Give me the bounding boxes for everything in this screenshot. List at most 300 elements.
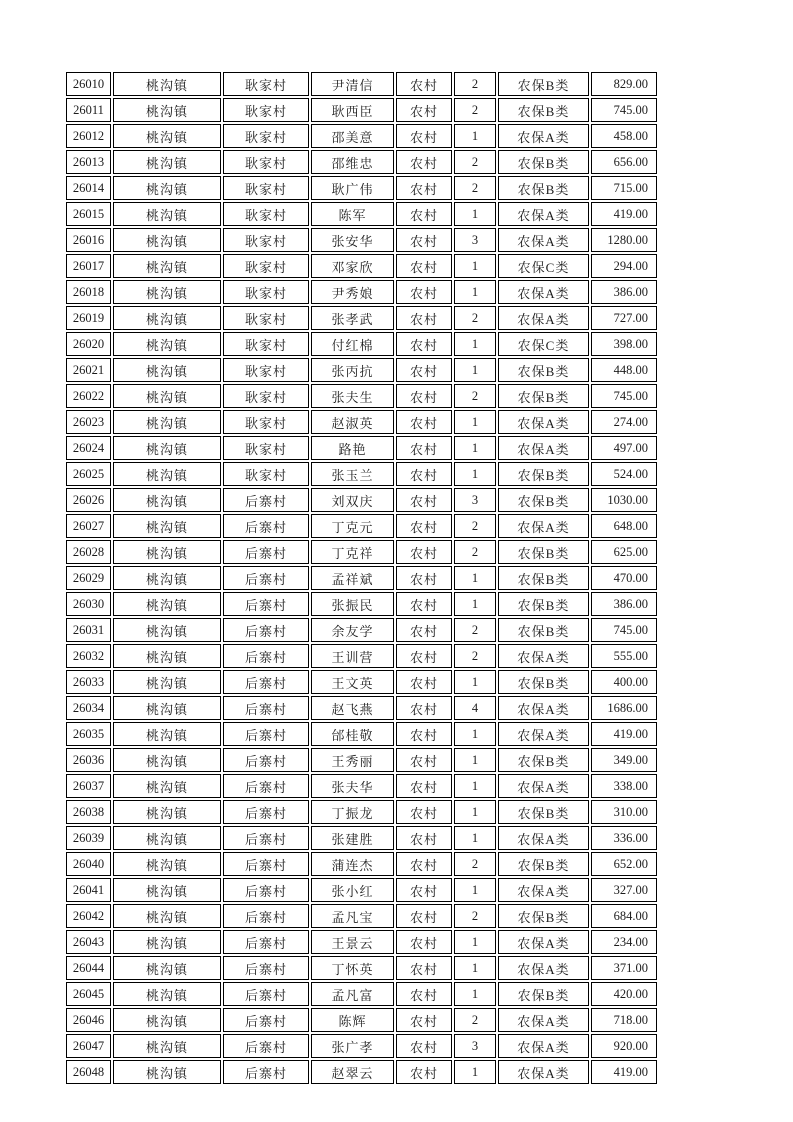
cell-village: 后寨村 [223, 800, 309, 824]
cell-amount: 1030.00 [591, 488, 657, 512]
cell-name: 邓家欣 [311, 254, 394, 278]
cell-residence_type: 农村 [396, 566, 452, 590]
cell-id: 26015 [66, 202, 111, 226]
cell-town: 桃沟镇 [113, 280, 221, 304]
cell-name: 张振民 [311, 592, 394, 616]
cell-name: 陈辉 [311, 1008, 394, 1032]
cell-name: 孟凡富 [311, 982, 394, 1006]
cell-town: 桃沟镇 [113, 332, 221, 356]
table-row [66, 488, 657, 512]
cell-amount: 310.00 [591, 800, 657, 824]
cell-residence_type: 农村 [396, 878, 452, 902]
cell-id: 26034 [66, 696, 111, 720]
cell-insurance_category: 农保A类 [498, 696, 589, 720]
cell-person_count: 2 [454, 644, 496, 668]
cell-person_count: 1 [454, 124, 496, 148]
table-row [66, 618, 657, 642]
cell-village: 后寨村 [223, 826, 309, 850]
cell-person_count: 2 [454, 72, 496, 96]
cell-town: 桃沟镇 [113, 98, 221, 122]
cell-person_count: 2 [454, 540, 496, 564]
cell-insurance_category: 农保B类 [498, 98, 589, 122]
cell-person_count: 1 [454, 774, 496, 798]
cell-village: 耿家村 [223, 150, 309, 174]
cell-town: 桃沟镇 [113, 410, 221, 434]
cell-amount: 294.00 [591, 254, 657, 278]
cell-town: 桃沟镇 [113, 930, 221, 954]
cell-town: 桃沟镇 [113, 228, 221, 252]
cell-name: 邵美意 [311, 124, 394, 148]
cell-insurance_category: 农保B类 [498, 150, 589, 174]
table-row [66, 1034, 657, 1058]
cell-residence_type: 农村 [396, 410, 452, 434]
cell-town: 桃沟镇 [113, 956, 221, 980]
cell-amount: 524.00 [591, 462, 657, 486]
cell-insurance_category: 农保A类 [498, 514, 589, 538]
cell-town: 桃沟镇 [113, 800, 221, 824]
cell-amount: 458.00 [591, 124, 657, 148]
cell-id: 26032 [66, 644, 111, 668]
table-row [66, 644, 657, 668]
table-row [66, 384, 657, 408]
cell-residence_type: 农村 [396, 1034, 452, 1058]
cell-residence_type: 农村 [396, 332, 452, 356]
cell-insurance_category: 农保A类 [498, 956, 589, 980]
cell-town: 桃沟镇 [113, 514, 221, 538]
cell-person_count: 1 [454, 566, 496, 590]
cell-village: 后寨村 [223, 852, 309, 876]
cell-name: 尹清信 [311, 72, 394, 96]
table-row [66, 176, 657, 200]
cell-person_count: 1 [454, 332, 496, 356]
cell-amount: 625.00 [591, 540, 657, 564]
table-row [66, 124, 657, 148]
cell-id: 26011 [66, 98, 111, 122]
cell-village: 后寨村 [223, 514, 309, 538]
table-row [66, 150, 657, 174]
cell-insurance_category: 农保B类 [498, 618, 589, 642]
cell-person_count: 1 [454, 592, 496, 616]
cell-town: 桃沟镇 [113, 774, 221, 798]
cell-id: 26019 [66, 306, 111, 330]
cell-insurance_category: 农保A类 [498, 202, 589, 226]
cell-person_count: 1 [454, 670, 496, 694]
cell-village: 耿家村 [223, 358, 309, 382]
cell-name: 王景云 [311, 930, 394, 954]
cell-town: 桃沟镇 [113, 462, 221, 486]
cell-town: 桃沟镇 [113, 748, 221, 772]
cell-id: 26044 [66, 956, 111, 980]
table-body [66, 72, 657, 1084]
table-row [66, 98, 657, 122]
cell-person_count: 1 [454, 254, 496, 278]
cell-village: 后寨村 [223, 696, 309, 720]
cell-amount: 715.00 [591, 176, 657, 200]
cell-person_count: 1 [454, 202, 496, 226]
cell-amount: 400.00 [591, 670, 657, 694]
cell-residence_type: 农村 [396, 696, 452, 720]
cell-town: 桃沟镇 [113, 384, 221, 408]
cell-name: 蒲连杰 [311, 852, 394, 876]
cell-id: 26045 [66, 982, 111, 1006]
cell-amount: 652.00 [591, 852, 657, 876]
cell-person_count: 1 [454, 982, 496, 1006]
cell-village: 后寨村 [223, 644, 309, 668]
table-row [66, 358, 657, 382]
cell-id: 26036 [66, 748, 111, 772]
table-row [66, 202, 657, 226]
cell-id: 26013 [66, 150, 111, 174]
cell-residence_type: 农村 [396, 618, 452, 642]
cell-id: 26014 [66, 176, 111, 200]
cell-town: 桃沟镇 [113, 826, 221, 850]
cell-village: 耿家村 [223, 436, 309, 460]
cell-name: 张小红 [311, 878, 394, 902]
cell-residence_type: 农村 [396, 774, 452, 798]
cell-village: 耿家村 [223, 462, 309, 486]
cell-amount: 419.00 [591, 202, 657, 226]
cell-village: 后寨村 [223, 566, 309, 590]
cell-name: 张夫华 [311, 774, 394, 798]
cell-town: 桃沟镇 [113, 150, 221, 174]
cell-name: 张建胜 [311, 826, 394, 850]
cell-amount: 648.00 [591, 514, 657, 538]
cell-village: 后寨村 [223, 1034, 309, 1058]
cell-insurance_category: 农保B类 [498, 670, 589, 694]
cell-insurance_category: 农保B类 [498, 982, 589, 1006]
cell-village: 后寨村 [223, 618, 309, 642]
cell-name: 张广孝 [311, 1034, 394, 1058]
cell-village: 后寨村 [223, 878, 309, 902]
cell-village: 耿家村 [223, 306, 309, 330]
table-row [66, 228, 657, 252]
cell-name: 张安华 [311, 228, 394, 252]
cell-amount: 684.00 [591, 904, 657, 928]
table-row [66, 696, 657, 720]
cell-village: 后寨村 [223, 592, 309, 616]
cell-id: 26047 [66, 1034, 111, 1058]
cell-residence_type: 农村 [396, 930, 452, 954]
benefit-roster-table [64, 70, 659, 1086]
cell-residence_type: 农村 [396, 852, 452, 876]
table-row [66, 1060, 657, 1084]
cell-person_count: 2 [454, 618, 496, 642]
cell-insurance_category: 农保A类 [498, 722, 589, 746]
table-row [66, 1008, 657, 1032]
cell-town: 桃沟镇 [113, 436, 221, 460]
cell-person_count: 3 [454, 228, 496, 252]
cell-town: 桃沟镇 [113, 306, 221, 330]
table-row [66, 254, 657, 278]
cell-town: 桃沟镇 [113, 722, 221, 746]
cell-amount: 419.00 [591, 1060, 657, 1084]
cell-village: 耿家村 [223, 254, 309, 278]
cell-name: 路艳 [311, 436, 394, 460]
cell-insurance_category: 农保B类 [498, 358, 589, 382]
cell-insurance_category: 农保A类 [498, 410, 589, 434]
cell-id: 26021 [66, 358, 111, 382]
table-row [66, 72, 657, 96]
cell-village: 耿家村 [223, 176, 309, 200]
cell-town: 桃沟镇 [113, 566, 221, 590]
cell-id: 26038 [66, 800, 111, 824]
cell-amount: 420.00 [591, 982, 657, 1006]
cell-residence_type: 农村 [396, 514, 452, 538]
cell-person_count: 2 [454, 904, 496, 928]
table-row [66, 722, 657, 746]
cell-person_count: 1 [454, 1060, 496, 1084]
cell-person_count: 3 [454, 1034, 496, 1058]
cell-amount: 497.00 [591, 436, 657, 460]
cell-name: 丁振龙 [311, 800, 394, 824]
cell-amount: 448.00 [591, 358, 657, 382]
cell-residence_type: 农村 [396, 488, 452, 512]
cell-id: 26031 [66, 618, 111, 642]
cell-insurance_category: 农保A类 [498, 1034, 589, 1058]
cell-person_count: 2 [454, 176, 496, 200]
cell-insurance_category: 农保C类 [498, 254, 589, 278]
cell-village: 耿家村 [223, 124, 309, 148]
table-row [66, 462, 657, 486]
cell-town: 桃沟镇 [113, 878, 221, 902]
table-row [66, 982, 657, 1006]
cell-name: 付红棉 [311, 332, 394, 356]
cell-insurance_category: 农保A类 [498, 1008, 589, 1032]
cell-id: 26022 [66, 384, 111, 408]
cell-village: 耿家村 [223, 332, 309, 356]
cell-town: 桃沟镇 [113, 202, 221, 226]
cell-town: 桃沟镇 [113, 904, 221, 928]
cell-person_count: 4 [454, 696, 496, 720]
cell-insurance_category: 农保B类 [498, 384, 589, 408]
cell-person_count: 2 [454, 852, 496, 876]
cell-residence_type: 农村 [396, 800, 452, 824]
cell-town: 桃沟镇 [113, 852, 221, 876]
cell-person_count: 2 [454, 384, 496, 408]
cell-insurance_category: 农保B类 [498, 566, 589, 590]
cell-person_count: 1 [454, 826, 496, 850]
cell-town: 桃沟镇 [113, 1008, 221, 1032]
cell-village: 耿家村 [223, 410, 309, 434]
cell-residence_type: 农村 [396, 306, 452, 330]
cell-residence_type: 农村 [396, 592, 452, 616]
cell-id: 26039 [66, 826, 111, 850]
cell-id: 26027 [66, 514, 111, 538]
cell-id: 26033 [66, 670, 111, 694]
cell-person_count: 2 [454, 306, 496, 330]
cell-insurance_category: 农保A类 [498, 644, 589, 668]
cell-insurance_category: 农保B类 [498, 72, 589, 96]
cell-person_count: 1 [454, 722, 496, 746]
cell-name: 孟凡宝 [311, 904, 394, 928]
cell-residence_type: 农村 [396, 982, 452, 1006]
cell-town: 桃沟镇 [113, 982, 221, 1006]
cell-id: 26017 [66, 254, 111, 278]
table-row [66, 592, 657, 616]
cell-person_count: 1 [454, 878, 496, 902]
cell-amount: 349.00 [591, 748, 657, 772]
cell-id: 26020 [66, 332, 111, 356]
cell-residence_type: 农村 [396, 670, 452, 694]
table-row [66, 800, 657, 824]
cell-town: 桃沟镇 [113, 618, 221, 642]
cell-town: 桃沟镇 [113, 540, 221, 564]
cell-name: 赵翠云 [311, 1060, 394, 1084]
cell-village: 耿家村 [223, 72, 309, 96]
cell-amount: 419.00 [591, 722, 657, 746]
cell-town: 桃沟镇 [113, 124, 221, 148]
cell-name: 王训营 [311, 644, 394, 668]
cell-village: 后寨村 [223, 774, 309, 798]
table-row [66, 306, 657, 330]
cell-residence_type: 农村 [396, 124, 452, 148]
cell-town: 桃沟镇 [113, 358, 221, 382]
cell-person_count: 2 [454, 1008, 496, 1032]
cell-id: 26035 [66, 722, 111, 746]
cell-name: 耿广伟 [311, 176, 394, 200]
cell-town: 桃沟镇 [113, 176, 221, 200]
cell-insurance_category: 农保A类 [498, 124, 589, 148]
cell-village: 后寨村 [223, 1008, 309, 1032]
cell-town: 桃沟镇 [113, 254, 221, 278]
cell-insurance_category: 农保B类 [498, 592, 589, 616]
cell-residence_type: 农村 [396, 358, 452, 382]
cell-id: 26025 [66, 462, 111, 486]
cell-name: 丁怀英 [311, 956, 394, 980]
cell-amount: 745.00 [591, 98, 657, 122]
table-row [66, 774, 657, 798]
cell-name: 尹秀娘 [311, 280, 394, 304]
table-row [66, 956, 657, 980]
cell-person_count: 2 [454, 150, 496, 174]
cell-village: 耿家村 [223, 384, 309, 408]
cell-amount: 338.00 [591, 774, 657, 798]
cell-insurance_category: 农保B类 [498, 462, 589, 486]
cell-amount: 327.00 [591, 878, 657, 902]
cell-amount: 1686.00 [591, 696, 657, 720]
cell-amount: 745.00 [591, 618, 657, 642]
cell-id: 26026 [66, 488, 111, 512]
cell-id: 26023 [66, 410, 111, 434]
cell-person_count: 1 [454, 800, 496, 824]
cell-person_count: 2 [454, 514, 496, 538]
cell-village: 后寨村 [223, 748, 309, 772]
table-row [66, 332, 657, 356]
cell-amount: 234.00 [591, 930, 657, 954]
cell-insurance_category: 农保A类 [498, 878, 589, 902]
cell-name: 余友学 [311, 618, 394, 642]
cell-name: 耿西臣 [311, 98, 394, 122]
table-row [66, 930, 657, 954]
cell-amount: 656.00 [591, 150, 657, 174]
cell-person_count: 2 [454, 98, 496, 122]
cell-residence_type: 农村 [396, 72, 452, 96]
cell-amount: 829.00 [591, 72, 657, 96]
cell-id: 26042 [66, 904, 111, 928]
table-row [66, 566, 657, 590]
cell-id: 26028 [66, 540, 111, 564]
cell-town: 桃沟镇 [113, 696, 221, 720]
cell-residence_type: 农村 [396, 228, 452, 252]
cell-town: 桃沟镇 [113, 592, 221, 616]
cell-id: 26048 [66, 1060, 111, 1084]
table-row [66, 280, 657, 304]
cell-amount: 745.00 [591, 384, 657, 408]
cell-id: 26024 [66, 436, 111, 460]
cell-amount: 920.00 [591, 1034, 657, 1058]
cell-person_count: 1 [454, 956, 496, 980]
cell-town: 桃沟镇 [113, 72, 221, 96]
cell-name: 张夫生 [311, 384, 394, 408]
cell-insurance_category: 农保A类 [498, 774, 589, 798]
cell-insurance_category: 农保B类 [498, 748, 589, 772]
cell-insurance_category: 农保C类 [498, 332, 589, 356]
cell-id: 26040 [66, 852, 111, 876]
table-row [66, 514, 657, 538]
cell-amount: 555.00 [591, 644, 657, 668]
table-row [66, 904, 657, 928]
cell-residence_type: 农村 [396, 904, 452, 928]
cell-village: 后寨村 [223, 1060, 309, 1084]
cell-name: 王文英 [311, 670, 394, 694]
cell-residence_type: 农村 [396, 1060, 452, 1084]
cell-name: 赵淑英 [311, 410, 394, 434]
cell-residence_type: 农村 [396, 202, 452, 226]
cell-village: 后寨村 [223, 956, 309, 980]
cell-residence_type: 农村 [396, 98, 452, 122]
cell-insurance_category: 农保A类 [498, 280, 589, 304]
cell-town: 桃沟镇 [113, 488, 221, 512]
cell-village: 后寨村 [223, 670, 309, 694]
cell-person_count: 1 [454, 410, 496, 434]
cell-id: 26010 [66, 72, 111, 96]
cell-id: 26041 [66, 878, 111, 902]
cell-amount: 1280.00 [591, 228, 657, 252]
cell-village: 后寨村 [223, 930, 309, 954]
cell-residence_type: 农村 [396, 254, 452, 278]
cell-residence_type: 农村 [396, 436, 452, 460]
cell-insurance_category: 农保A类 [498, 306, 589, 330]
cell-town: 桃沟镇 [113, 1060, 221, 1084]
cell-village: 后寨村 [223, 982, 309, 1006]
cell-residence_type: 农村 [396, 644, 452, 668]
cell-residence_type: 农村 [396, 176, 452, 200]
cell-insurance_category: 农保B类 [498, 540, 589, 564]
cell-residence_type: 农村 [396, 748, 452, 772]
cell-residence_type: 农村 [396, 280, 452, 304]
cell-amount: 718.00 [591, 1008, 657, 1032]
cell-person_count: 1 [454, 358, 496, 382]
cell-amount: 470.00 [591, 566, 657, 590]
table-row [66, 670, 657, 694]
cell-person_count: 3 [454, 488, 496, 512]
cell-amount: 386.00 [591, 592, 657, 616]
cell-name: 张玉兰 [311, 462, 394, 486]
cell-name: 丁克祥 [311, 540, 394, 564]
table-row [66, 748, 657, 772]
cell-village: 耿家村 [223, 280, 309, 304]
cell-residence_type: 农村 [396, 384, 452, 408]
cell-person_count: 1 [454, 748, 496, 772]
cell-name: 刘双庆 [311, 488, 394, 512]
cell-name: 张丙抗 [311, 358, 394, 382]
cell-name: 丁克元 [311, 514, 394, 538]
cell-person_count: 1 [454, 436, 496, 460]
cell-name: 陈军 [311, 202, 394, 226]
cell-id: 26012 [66, 124, 111, 148]
cell-amount: 371.00 [591, 956, 657, 980]
cell-amount: 398.00 [591, 332, 657, 356]
